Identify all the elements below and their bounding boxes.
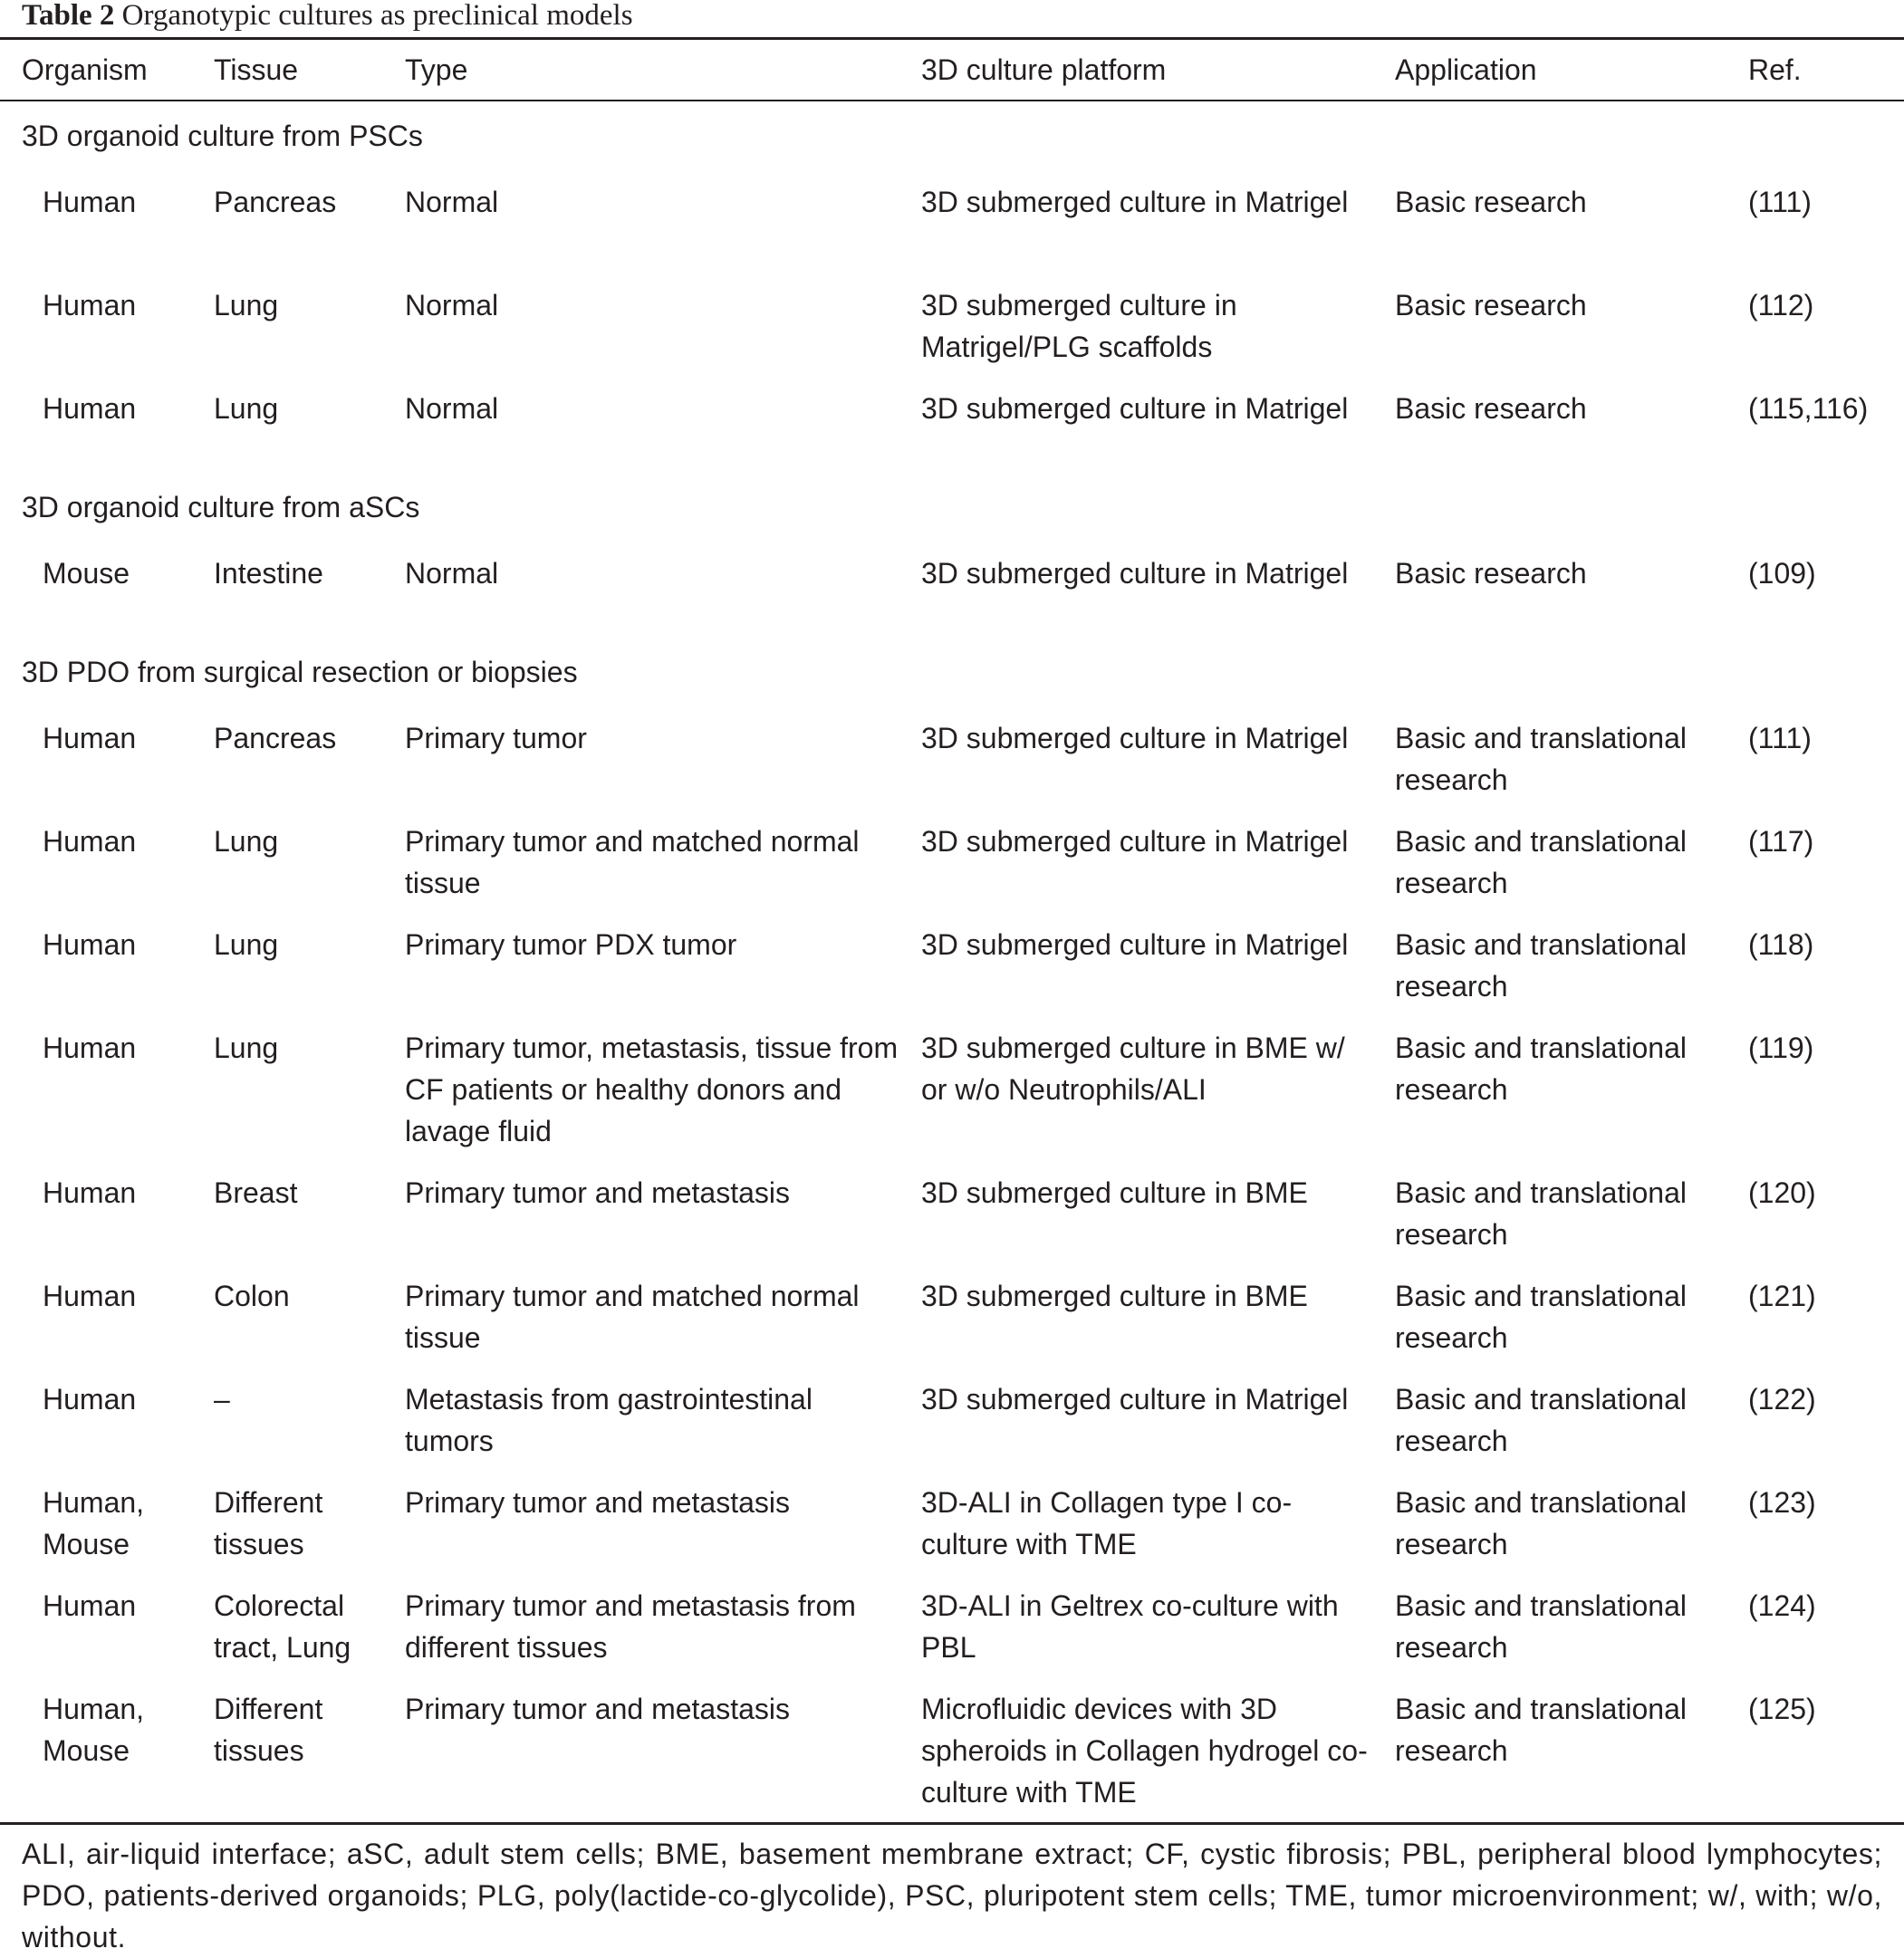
cell-application: Basic research [1395, 557, 1587, 590]
cell-organism: Human [43, 289, 137, 322]
cell-organism: Human, Mouse [43, 1693, 145, 1767]
cell-ref: (119) [1748, 1032, 1814, 1064]
cell-application: Basic and translational research [1395, 825, 1687, 899]
cell-ref: (120) [1748, 1176, 1816, 1209]
cell-organism: Human [43, 1032, 137, 1064]
cell-organism: Human [43, 392, 137, 425]
table-row [0, 1565, 1904, 1668]
header-tissue: Tissue [214, 53, 299, 86]
cell-organism: Human [43, 1280, 137, 1312]
cell-platform: 3D submerged culture in Matrigel [921, 1383, 1349, 1416]
cell-type: Primary tumor and metastasis from different tissues [405, 1589, 856, 1664]
section-row [0, 636, 1904, 697]
cell-ref: (123) [1748, 1486, 1816, 1519]
cell-organism: Mouse [43, 557, 130, 590]
cell-platform: 3D submerged culture in Matrigel [921, 722, 1349, 754]
cell-ref: (124) [1748, 1589, 1816, 1622]
cell-organism: Human [43, 1383, 137, 1416]
cell-application: Basic and translational research [1395, 1693, 1687, 1767]
cell-type: Metastasis from gastrointestinal tumors [405, 1383, 813, 1457]
cell-platform: 3D-ALI in Geltrex co-culture with PBL [921, 1589, 1339, 1664]
cell-type: Primary tumor, metastasis, tissue from CF patients or healthy donors and lavage fluid [405, 1032, 899, 1147]
cell-ref: (115,116) [1748, 392, 1869, 425]
table-row [0, 1007, 1904, 1152]
cell-type: Primary tumor and metastasis [405, 1693, 791, 1725]
cell-tissue: Lung [214, 392, 279, 425]
header-platform: 3D culture platform [921, 53, 1167, 86]
table-row [0, 1152, 1904, 1255]
cell-type: Normal [405, 557, 499, 590]
cell-tissue: Colon [214, 1280, 290, 1312]
cell-organism: Human [43, 186, 137, 218]
cell-platform: 3D submerged culture in Matrigel/PLG scaffolds [921, 289, 1237, 363]
cell-organism: Human [43, 722, 137, 754]
cell-platform: 3D-ALI in Collagen type I co-culture with TME [921, 1486, 1293, 1560]
table-row [0, 1668, 1904, 1813]
cell-tissue: Intestine [214, 557, 323, 590]
section-heading: 3D organoid culture from PSCs [22, 120, 423, 152]
cell-organism: Human, Mouse [43, 1486, 145, 1560]
table-title: Organotypic cultures as preclinical models [121, 0, 633, 32]
cell-tissue: Lung [214, 1032, 279, 1064]
section-row [0, 100, 1904, 161]
cell-tissue: Breast [214, 1176, 298, 1209]
cell-ref: (112) [1748, 289, 1814, 322]
cell-ref: (117) [1748, 825, 1814, 858]
cell-application: Basic research [1395, 289, 1587, 322]
cell-application: Basic research [1395, 186, 1587, 218]
cell-application: Basic and translational research [1395, 1176, 1687, 1251]
cell-ref: (111) [1748, 186, 1812, 218]
cell-type: Primary tumor and metastasis [405, 1486, 791, 1519]
cell-tissue: Lung [214, 289, 279, 322]
cell-type: Normal [405, 392, 499, 425]
cell-tissue: Pancreas [214, 722, 337, 754]
cell-ref: (118) [1748, 928, 1814, 961]
header-row [0, 40, 1904, 100]
cell-type: Primary tumor and metastasis [405, 1176, 791, 1209]
table-row [0, 1462, 1904, 1565]
table-row [0, 904, 1904, 1007]
cell-organism: Human [43, 1176, 137, 1209]
table-body [0, 100, 1904, 1813]
section-row [0, 471, 1904, 533]
cell-ref: (109) [1748, 557, 1816, 590]
cell-application: Basic and translational research [1395, 1280, 1687, 1354]
table-row [0, 1358, 1904, 1462]
cell-type: Normal [405, 186, 499, 218]
cell-organism: Human [43, 928, 137, 961]
cell-ref: (122) [1748, 1383, 1816, 1416]
cell-application: Basic and translational research [1395, 722, 1687, 796]
table-footnote: ALI, air-liquid interface; aSC, adult stem cells; BME, basement membrane extract; CF, cystic fibrosis; PBL, peripheral blood lymphocytes; PDO, patients-derived organoids; PLG, poly(lactide-co-glycolide), PSC, pluripotent stem cells; TME, tumor microenvironment; w/, with; w/o, without. [22, 1838, 1882, 1953]
header-ref: Ref. [1748, 53, 1802, 86]
header-type: Type [405, 53, 468, 86]
cell-tissue: Different tissues [214, 1693, 323, 1767]
table-row [0, 264, 1904, 368]
table-row [0, 161, 1904, 264]
cell-type: Primary tumor and matched normal tissue [405, 825, 860, 899]
cell-tissue: – [214, 1383, 230, 1416]
cell-platform: Microfluidic devices with 3D spheroids in Collagen hydrogel co-culture with TME [921, 1693, 1368, 1809]
cell-organism: Human [43, 1589, 137, 1622]
section-heading: 3D organoid culture from aSCs [22, 491, 420, 523]
section-heading: 3D PDO from surgical resection or biopsies [22, 656, 578, 688]
cell-platform: 3D submerged culture in Matrigel [921, 557, 1349, 590]
table-caption [22, 0, 633, 36]
cell-organism: Human [43, 825, 137, 858]
cell-platform: 3D submerged culture in BME [921, 1280, 1308, 1312]
cell-ref: (121) [1748, 1280, 1816, 1312]
header-application: Application [1395, 53, 1537, 86]
cell-platform: 3D submerged culture in Matrigel [921, 392, 1349, 425]
cell-platform: 3D submerged culture in Matrigel [921, 186, 1349, 218]
data-table [0, 40, 1904, 1813]
cell-tissue: Colorectal tract, Lung [214, 1589, 351, 1664]
cell-platform: 3D submerged culture in BME w/ or w/o Neutrophils/ALI [921, 1032, 1345, 1106]
cell-application: Basic and translational research [1395, 1032, 1687, 1106]
cell-tissue: Pancreas [214, 186, 337, 218]
cell-application: Basic and translational research [1395, 1383, 1687, 1457]
cell-tissue: Lung [214, 825, 279, 858]
table-row [0, 533, 1904, 636]
cell-platform: 3D submerged culture in Matrigel [921, 825, 1349, 858]
cell-type: Primary tumor and matched normal tissue [405, 1280, 860, 1354]
header-organism: Organism [22, 53, 148, 86]
cell-ref: (125) [1748, 1693, 1816, 1725]
cell-type: Primary tumor [405, 722, 587, 754]
table-label: Table 2 [22, 0, 115, 32]
cell-tissue: Lung [214, 928, 279, 961]
cell-ref: (111) [1748, 722, 1812, 754]
cell-platform: 3D submerged culture in BME [921, 1176, 1308, 1209]
cell-tissue: Different tissues [214, 1486, 323, 1560]
cell-application: Basic research [1395, 392, 1587, 425]
cell-application: Basic and translational research [1395, 1486, 1687, 1560]
cell-type: Primary tumor PDX tumor [405, 928, 737, 961]
cell-platform: 3D submerged culture in Matrigel [921, 928, 1349, 961]
bottom-rule [0, 1822, 1904, 1825]
table-row [0, 368, 1904, 471]
table-row [0, 1255, 1904, 1358]
table-row [0, 697, 1904, 801]
cell-application: Basic and translational research [1395, 928, 1687, 1003]
cell-type: Normal [405, 289, 499, 322]
table-row [0, 801, 1904, 904]
cell-application: Basic and translational research [1395, 1589, 1687, 1664]
